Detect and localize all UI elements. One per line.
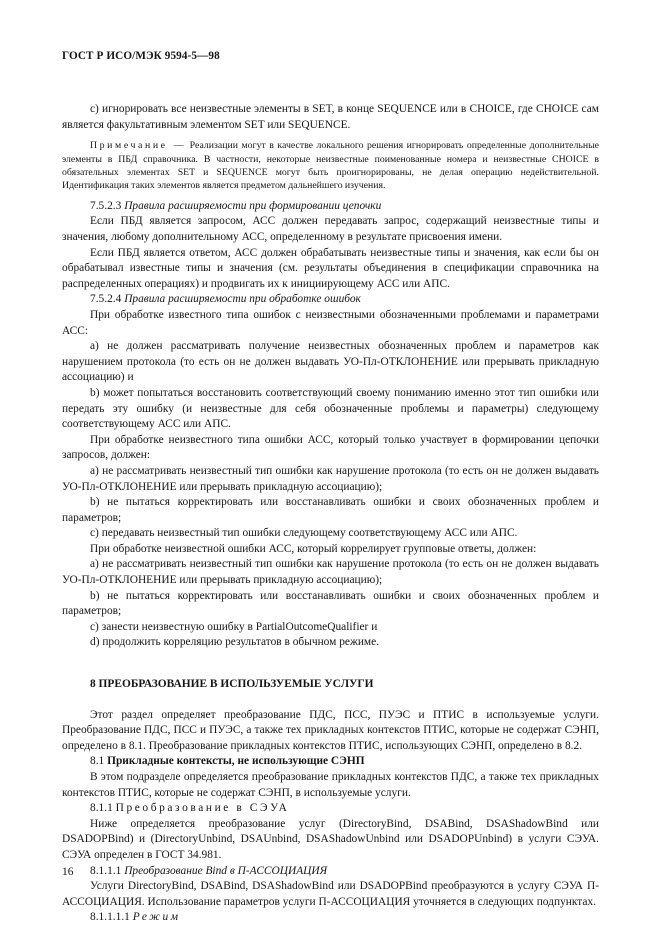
subclause-number: 8.1.1	[90, 802, 113, 815]
note-paragraph	[62, 139, 599, 193]
paragraph-section-intro: Этот раздел определяет преобразование ПДС, ПСС, ПУЭС и ПТИС в используемые услуги. Преобразование ПДС, ПСС и ПУЭС, а также тех прикладных контекстов ПТИС, которые не содержат СЭНП, определено в 8.1. Преобразование прикладных контекстов ПТИС, использующих СЭНП, определено в 8.2.	[62, 708, 599, 752]
list-item-a: а) не рассматривать неизвестный тип ошибки как нарушение протокола (то есть он не должен выдавать УО-Пл-ОТКЛОНЕНИЕ или прерывать прикладную ассоциацию);	[62, 558, 599, 587]
subclause-8-1-1-1	[62, 864, 599, 880]
subsection-number: 8.1	[90, 755, 105, 768]
page-number: 16	[62, 866, 74, 878]
paragraph-request: Если ПБД является запросом, АСС должен передавать запрос, содержащий неизвестные типы и значения, любому дополнительному АСС, определенному в результате присвоения имени.	[62, 215, 599, 243]
paragraph-known-error: При обработке известного типа ошибок с неизвестными обозначенными проблемами и параметрами АСС:	[62, 308, 599, 337]
paragraph-unknown-error-chain: При обработке неизвестного типа ошибки АСС, который только участвует в формировании цепочки запросов, должен:	[62, 433, 599, 462]
subclause-7-5-2-4	[62, 292, 599, 308]
subclause-title: Правила расширяемости при формировании цепочки	[124, 199, 382, 212]
subclause-title: Преобразование Bind в П-АССОЦИАЦИЯ	[124, 864, 328, 877]
note-label: Примечание —	[90, 140, 187, 152]
list-item-c: c) передавать неизвестный тип ошибки следующему соответствующему АСС или АПС.	[90, 527, 518, 540]
subclause-number: 8.1.1.1.1	[90, 911, 130, 924]
note-text: Реализации могут в качестве локального решения игнорировать определенные дополнительные элементы в ПБД справочника. В частности, некоторые неизвестные поименованные номера и неизвестные CHOICE в обязательных элементах SET и SEQUENCE могут быть проигнорированы, не делая операцию недействительной. Идентификация таких элементов является предметом дальнейшего изучения.	[62, 140, 600, 192]
paragraph-c-ignore: c) игнорировать все неизвестные элементы в SET, в конце SEQUENCE или в CHOICE, где CHOICE сам является факультативным элементом SET или SEQUENCE.	[62, 103, 599, 131]
list-item-a: а) не должен рассматривать получение неизвестных обозначенных проблем и параметров как нарушением протокола (то есть он не должен выдавать УО-Пл-ОТКЛОНЕНИЕ или прерывать прикладную ассоциацию) и	[62, 340, 599, 384]
list-item-c: c) занести неизвестную ошибку в PartialOutcomeQualifier и	[90, 620, 378, 633]
subsection-title: Прикладные контексты, не использующие СЭНП	[107, 755, 365, 768]
list-item-b: b) может попытаться восстановить соответствующий своему пониманию именно этот тип ошибки или передать эту ошибку (и неизвестные для себя обозначенные проблемы и параметры) следующему соответствующему АСС или АПС.	[62, 386, 599, 431]
subclause-8-1-1	[62, 801, 599, 817]
subclause-number: 7.5.2.3	[90, 199, 122, 212]
list-item-d: d) продолжить корреляцию результатов в обычном режиме.	[90, 636, 380, 649]
subclause-number: 7.5.2.4	[90, 293, 122, 306]
paragraph-8-1-1-1: Услуги DirectoryBind, DSABind, DSAShadowBind или DSADOPBind преобразуются в услугу СЭУА П-АССОЦИАЦИЯ. Использование параметров услуги П-АССОЦИАЦИЯ уточняется в следующих подпунктах.	[62, 880, 599, 908]
subsection-8-1	[62, 754, 599, 770]
list-item-a: а) не рассматривать неизвестный тип ошибки как нарушение протокола (то есть он не должен выдавать УО-Пл-ОТКЛОНЕНИЕ или прерывать прикладную ассоциацию);	[62, 464, 599, 493]
paragraph-8-1-1: Ниже определяется преобразование услуг (DirectoryBind, DSABind, DSAShadowBind или DSADOPBind) и (DirectoryUnbind, DSAUnbind, DSAShadowUnbind или DSADOPUnbind) в услуги СЭУА. СЭУА определен в ГОСТ 34.981.	[62, 817, 599, 861]
subclause-number: 8.1.1.1	[90, 864, 122, 877]
paragraph-8-1: В этом подразделе определяется преобразование прикладных контекстов ПДС, а также тех прикладных контекстов ПТИС, которые не содержат СЭНП, в используемые услуги.	[62, 771, 599, 799]
subclause-title: Правила расширяемости при обработке ошибок	[124, 293, 361, 306]
page	[62, 50, 599, 926]
subclause-8-1-1-1-1	[62, 910, 599, 926]
list-item-b: b) не пытаться корректировать или восстанавливать ошибки и своих обозначенных проблем и параметров;	[62, 496, 599, 524]
paragraph-unknown-error-correlate: При обработке неизвестной ошибки АСС, который коррелирует групповые ответы, должен:	[90, 542, 537, 555]
subclause-title: Режим	[132, 911, 181, 924]
running-header: ГОСТ Р ИСО/МЭК 9594-5—98	[62, 50, 220, 62]
subclause-7-5-2-3	[62, 199, 599, 215]
list-item-b: b) не пытаться корректировать или восстанавливать ошибки и своих обозначенных проблем и параметров;	[62, 589, 599, 618]
paragraph-response: Если ПБД является ответом, АСС должен обрабатывать неизвестные типы и значения, как если бы он обрабатывал известные типы и значения (см. результаты объединения в спецификации справочника на распределенных операциях) и продвигать их к инициирующему АСС или АПС.	[62, 246, 599, 290]
section-heading: 8 ПРЕОБРАЗОВАНИЕ В ИСПОЛЬЗУЕМЫЕ УСЛУГИ	[90, 678, 374, 691]
subclause-title: Преобразование в СЭУА	[115, 802, 290, 815]
